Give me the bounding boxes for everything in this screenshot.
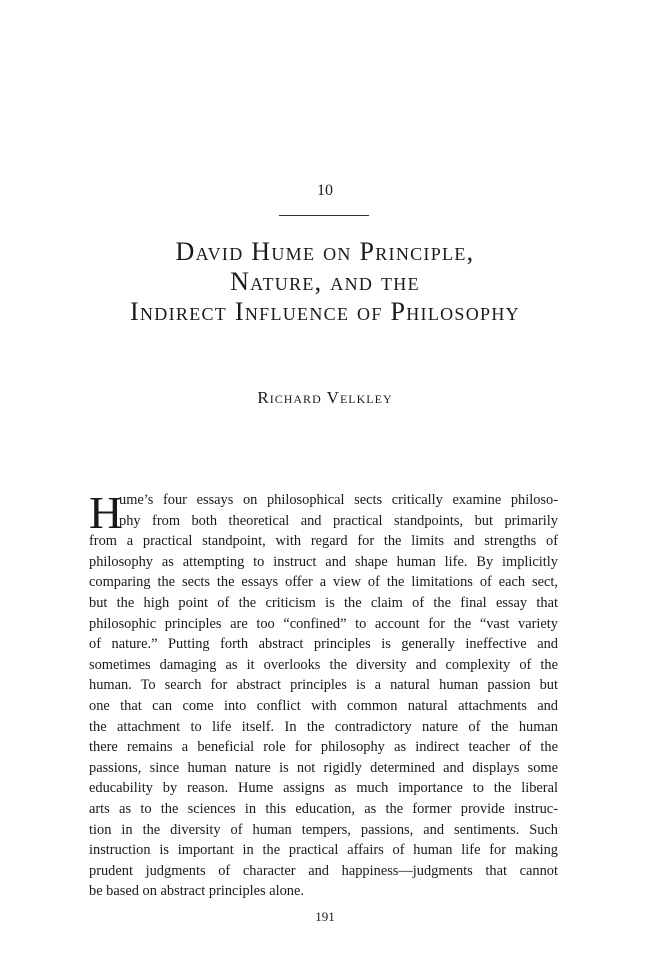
text-line: comparing the sects the essays offer a view of the limitations of each sect, xyxy=(89,574,558,591)
text-line: phy from both theoretical and practical standpoints, but primarily xyxy=(119,512,558,529)
chapter-title-line: Nature, and the xyxy=(230,267,420,296)
text-line: from a practical standpoint, with regard for the limits and strengths of xyxy=(89,533,558,550)
body-text xyxy=(89,487,558,902)
text-line: passions, since human nature is not rigidly determined and displays some xyxy=(89,759,558,776)
text-line: human. To search for abstract principles is a natural human passion but xyxy=(89,677,558,694)
text-line: philosophic principles are too “confined” to account for the “vast variety xyxy=(89,615,558,632)
chapter-title xyxy=(0,237,650,327)
text-line: sometimes damaging as it overlooks the diversity and complexity of the xyxy=(89,656,558,673)
text-line: arts as to the sciences in this education, as the former provide instruc- xyxy=(89,800,558,817)
chapter-author: Richard Velkley xyxy=(257,388,393,407)
text-line: of nature.” Putting forth abstract principles is generally ineffective and xyxy=(89,636,558,653)
text-line: be based on abstract principles alone. xyxy=(89,883,304,900)
text-line: prudent judgments of character and happiness—judgments that cannot xyxy=(89,862,558,879)
text-line: there remains a beneficial role for philosophy as indirect teacher of the xyxy=(89,739,558,756)
paragraph xyxy=(89,487,558,902)
text-line: but the high point of the criticism is the claim of the final essay that xyxy=(89,594,558,611)
chapter-title-line: David Hume on Principle, xyxy=(175,237,475,266)
drop-cap: H xyxy=(89,487,123,538)
chapter-number: 10 xyxy=(317,182,333,199)
chapter-title-line: Indirect Influence of Philosophy xyxy=(130,297,520,326)
text-line: the attachment to life itself. In the contradictory nature of the human xyxy=(89,718,558,735)
text-line: ume’s four essays on philosophical sects critically examine philoso- xyxy=(119,492,558,508)
text-line: philosophy as attempting to instruct and shape human life. By implicitly xyxy=(89,553,558,570)
page-number: 191 xyxy=(315,909,335,924)
text-line: instruction is important in the practical affairs of human life for making xyxy=(89,842,558,859)
chapter-rule xyxy=(279,215,369,216)
text-line: one that can come into conflict with common natural attachments and xyxy=(89,697,558,714)
text-line: tion in the diversity of human tempers, passions, and sentiments. Such xyxy=(89,821,558,838)
text-line: educability by reason. Hume assigns as much importance to the liberal xyxy=(89,780,558,797)
